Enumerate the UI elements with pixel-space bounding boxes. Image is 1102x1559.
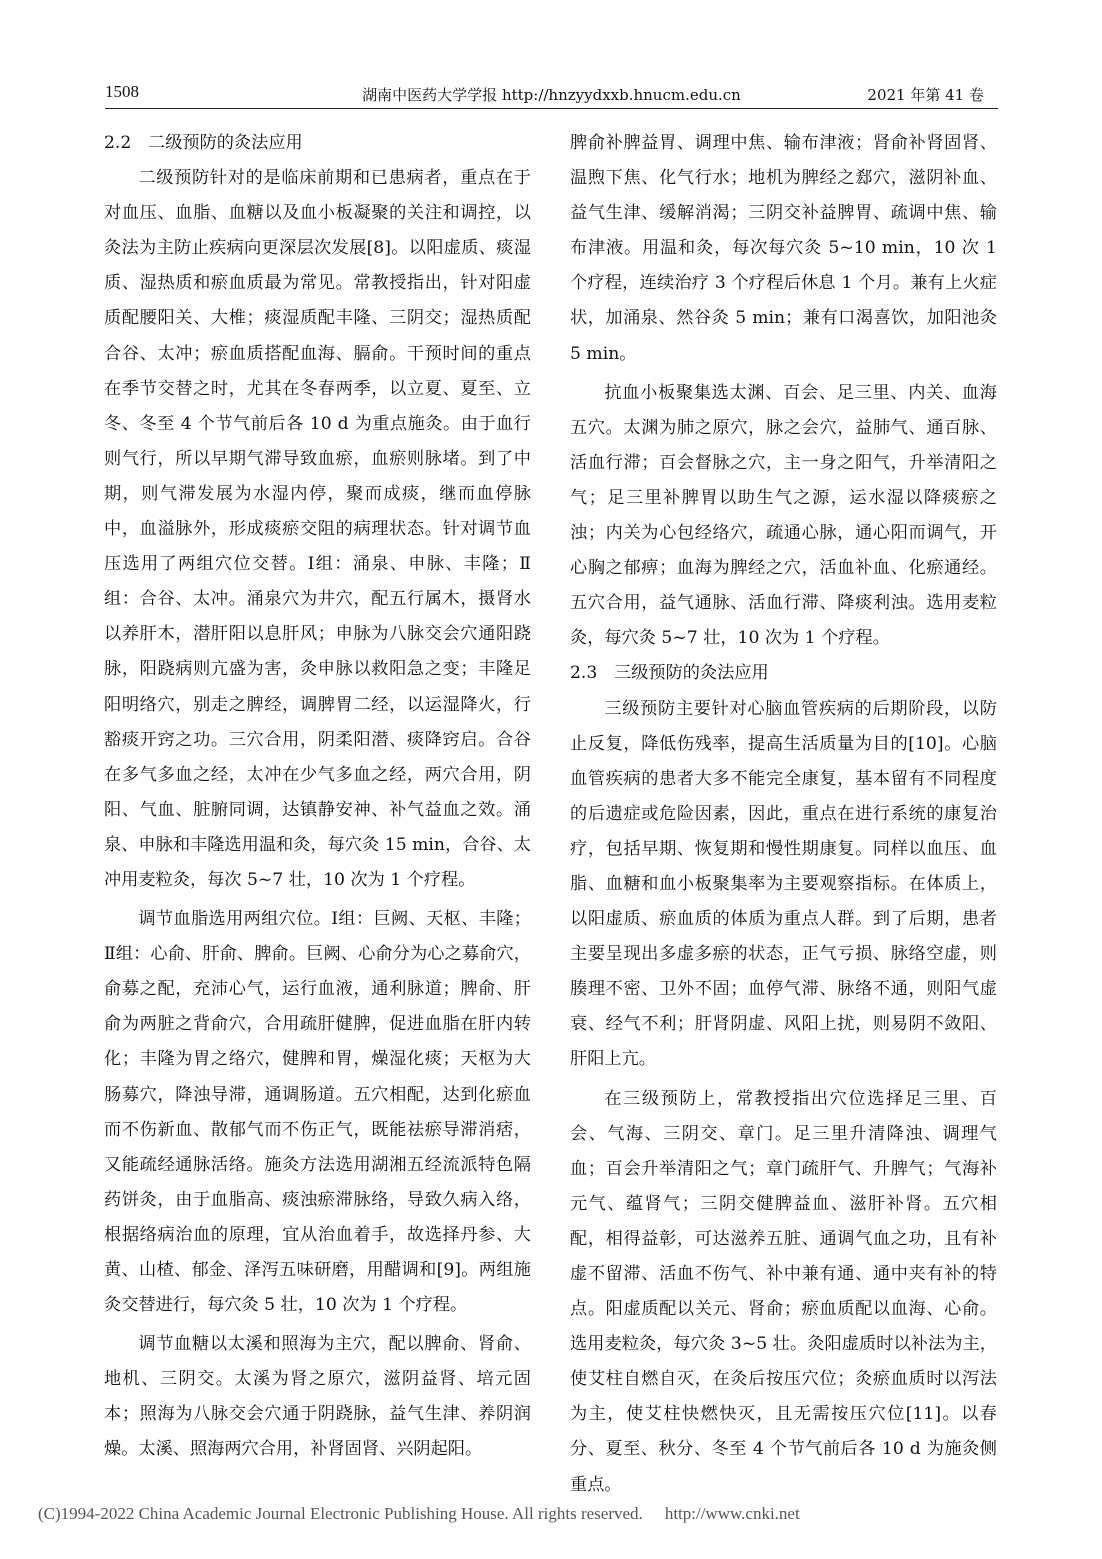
section-heading-2-2 [104, 126, 531, 161]
paragraph: 二级预防针对的是临床前期和已患病者，重点在于对血压、血脂、血糖以及血小板凝聚的关注和调控，以灸法为主防止疾病向更深层次发展[8]。以阳虚质、痰湿质、湿热质和瘀血质最为常见。常教授指出，针对阳虚质配腰阳关、大椎；痰湿质配丰隆、三阴交；湿热质配合谷、太冲；瘀血质搭配血海、膈俞。干预时间的重点在季节交替之时，尤其在冬春两季，以立夏、夏至、立冬、冬至 4 个节气前后各 10 d 为重点施灸。由于血行则气行，所以早期气滞导致血瘀，血瘀则脉堵。到了中期，则气滞发展为水湿内停，聚而成痰，继而血停脉中，血溢脉外，形成痰瘀交阻的病理状态。针对调节血压选用了两组穴位交替。Ⅰ组：涌泉、申脉、丰隆；Ⅱ组：合谷、太冲。涌泉穴为井穴，配五行属木，摄肾水以养肝木，潜肝阳以息肝风；申脉为八脉交会穴通阳跷脉，阳跷病则亢盛为害，灸申脉以救阳急之变；丰隆足阳明络穴，别走之脾经，调脾胃二经，以运湿降火，行豁痰开窍之功。三穴合用，阴柔阳潜、痰降窍启。合谷在多气多血之经，太冲在少气多血之经，两穴合用，阴阳、气血、脏腑同调，达镇静安神、补气益血之效。涌泉、申脉和丰隆选用温和灸，每穴灸 15 min，合谷、太冲用麦粒灸，每次 5~7 壮，10 次为 1 个疗程。 [104, 168, 531, 890]
page-header [105, 82, 998, 109]
copyright-footer [38, 1504, 800, 1524]
paragraph: 调节血脂选用两组穴位。Ⅰ组：巨阙、天枢、丰隆；Ⅱ组：心俞、肝俞、脾俞。巨阙、心俞分为心之募俞穴，俞募之配，充沛心气，运行血液，通利脉道；脾俞、肝俞为两脏之背俞穴，合用疏肝健脾，促进血脂在肝内转化；丰隆为胃之络穴，健脾和胃，燥湿化痰；天枢为大肠募穴，降浊导滞，通调肠道。五穴相配，达到化瘀血而不伤新血、散郁气而不伤正气，既能祛瘀导滞消痞，又能疏经通脉活络。施灸方法选用湖湘五经流派特色隔药饼灸，由于血脂高、痰浊瘀滞脉络，导致久病入络，根据络病治血的原理，宜从治血着手，故选择丹参、大黄、山楂、郁金、泽泻五味研磨，用醋调和[9]。两组施灸交替进行，每穴灸 5 壮，10 次为 1 个疗程。 [104, 909, 531, 1316]
left-column [104, 126, 531, 1468]
paragraph-continued: 脾俞补脾益胃、调理中焦、输布津液；肾俞补肾固肾、温煦下焦、化气行水；地机为脾经之郄穴，滋阴补血、益气生津、缓解消渴；三阴交补益脾胃、疏调中焦、输布津液。用温和灸，每次每穴灸 5~10 min，10 次 1 个疗程，连续治疗 3 个疗程后休息 1 个月。兼有上火症状，加涌泉、然谷灸 5 min；兼有口渴喜饮，加阳池灸 5 min。 [570, 133, 997, 364]
journal-title: 湖南中医药大学学报 http://hnzyydxxb.hnucm.edu.cn [362, 86, 741, 104]
paragraph: 三级预防主要针对心脑血管疾病的后期阶段，以防止反复，降低伤残率，提高生活质量为目的[10]。心脑血管疾病的患者大多不能完全康复，基本留有不同程度的后遗症或危险因素，因此，重点在进行系统的康复治疗，包括早期、恢复期和慢性期康复。同样以血压、血脂、血糖和血小板聚集率为主要观察指标。在体质上，以阳虚质、瘀血质的体质为重点人群。到了后期，患者主要呈现出多虚多瘀的状态，正气亏损、脉络空虚，则腠理不密、卫外不固；血停气滞、脉络不通，则阳气虚衰、经气不利；肝肾阴虚、风阳上扰，则易阴不敛阳、肝阳上亢。 [570, 698, 997, 1070]
right-column [570, 126, 997, 1503]
page-number: 1508 [105, 82, 139, 101]
paragraph: 抗血小板聚集选太渊、百会、足三里、内关、血海五穴。太渊为肺之原穴，脉之会穴，益肺气、通百脉、活血行滞；百会督脉之穴，主一身之阳气，升举清阳之气；足三里补脾胃以助生气之源，运水湿以降痰瘀之浊；内关为心包经络穴，疏通心脉，通心阳而调气，开心胸之郁痹；血海为脾经之穴，活血补血、化瘀通经。五穴合用，益气通脉、活血行滞、降痰利浊。选用麦粒灸，每穴灸 5~7 壮，10 次为 1 个疗程。 [570, 382, 997, 649]
section-number: 2.3 [570, 663, 598, 684]
copyright-text: (C)1994-2022 China Academic Journal Electronic Publishing House. All rights reserved. [38, 1504, 643, 1523]
section-title: 三级预防的灸法应用 [614, 663, 769, 684]
section-heading-2-3 [570, 656, 997, 691]
paragraph: 在三级预防上，常教授指出穴位选择足三里、百会、气海、三阴交、章门。足三里升清降浊、调理气血；百会升举清阳之气；章门疏肝气、升脾气；气海补元气、蕴肾气；三阴交健脾益血、滋肝补肾。五穴相配，相得益彰，可达滋养五脏、通调气血之功，且有补虚不留滞、活血不伤气、补中兼有通、通中夹有补的特点。阳虚质配以关元、肾俞；瘀血质配以血海、心俞。选用麦粒灸，每穴灸 3~5 壮。灸阳虚质时以补法为主，使艾柱自燃自灭，在灸后按压穴位；灸瘀血质时以泻法为主，使艾柱快燃快灭，且无需按压穴位[11]。以春分、夏至、秋分、冬至 4 个节气前后各 10 d 为施灸侧重点。 [570, 1088, 997, 1495]
paragraph: 调节血糖以太溪和照海为主穴，配以脾俞、肾俞、地机、三阴交。太溪为肾之原穴，滋阴益肾、培元固本；照海为八脉交会穴通于阴跷脉，益气生津、养阴润燥。太溪、照海两穴合用，补肾固肾、兴阴起阳。 [104, 1334, 531, 1460]
volume-info: 2021 年第 41 卷 [867, 86, 984, 104]
section-title: 二级预防的灸法应用 [148, 133, 303, 153]
section-number: 2.2 [104, 133, 132, 153]
cnki-link[interactable]: http://www.cnki.net [664, 1504, 800, 1523]
